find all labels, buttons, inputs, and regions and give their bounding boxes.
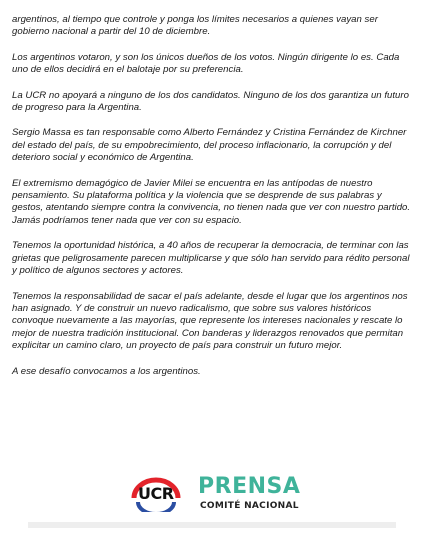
footer-branding [0,470,428,530]
prensa-subtitle: COMITÉ NACIONAL [200,501,299,511]
paragraph-3: La UCR no apoyará a ninguno de los dos candidatos. Ninguno de los dos garantiza un futuro de progreso para la Argentina. [12,89,409,114]
paragraph-5: El extremismo demagógico de Javier Milei se encuentra en las antípodas de nuestro pensamiento. Su plataforma política y la violencia que se desprende de sus palabras y gestos, atentando siempre contra la convivencia, no tienen nada que ver con nuestro partido. Jamás podríamos tener nada que ver con su espacio. [12,177,411,226]
paragraph-1: argentinos, al tiempo que controle y ponga los límites necesarios a quienes vayan ser gobierno nacional a partir del 10 de diciembre. [12,14,378,38]
paragraph-7: Tenemos la responsabilidad de sacar el país adelante, desde el lugar que los argentinos nos han asignado. Y de construir un nuevo radicalismo, que sobre sus valores históricos convoque nuevamente a las mayorías, que represente los intereses nacionales y rescate lo mejor de nuestra tradición institucional. Con banderas y liderazgos renovados que permitan explicitar un camino claro, un proyecto de país para construir un futuro mejor. [12,290,408,352]
paragraph-6: Tenemos la oportunidad histórica, a 40 años de recuperar la democracia, de terminar con las grietas que peligrosamente parecen multiplicarse y que sólo han servido para rédito personal y político de algunos sectores y actores. [12,240,410,277]
prensa-title: PRENSA [198,474,301,499]
paragraph-4: Sergio Massa es tan responsable como Alberto Fernández y Cristina Fernández de Kirchner del estado del país, de su empobrecimiento, del proceso inflacionario, la corrupción y del deterioro social y económico de Argentina. [12,127,407,164]
ucr-blue-arc [138,502,174,512]
paragraph-8: A ese desafío convocamos a los argentinos. [12,365,201,377]
document-body [12,14,412,391]
paragraph-2: Los argentinos votaron, y son los únicos dueños de los votos. Ningún dirigente lo es. Cada uno de ellos decidirá en el balotaje por su preferencia. [12,51,400,76]
ucr-logo-text: UCR [138,484,174,503]
bottom-divider [28,522,396,528]
